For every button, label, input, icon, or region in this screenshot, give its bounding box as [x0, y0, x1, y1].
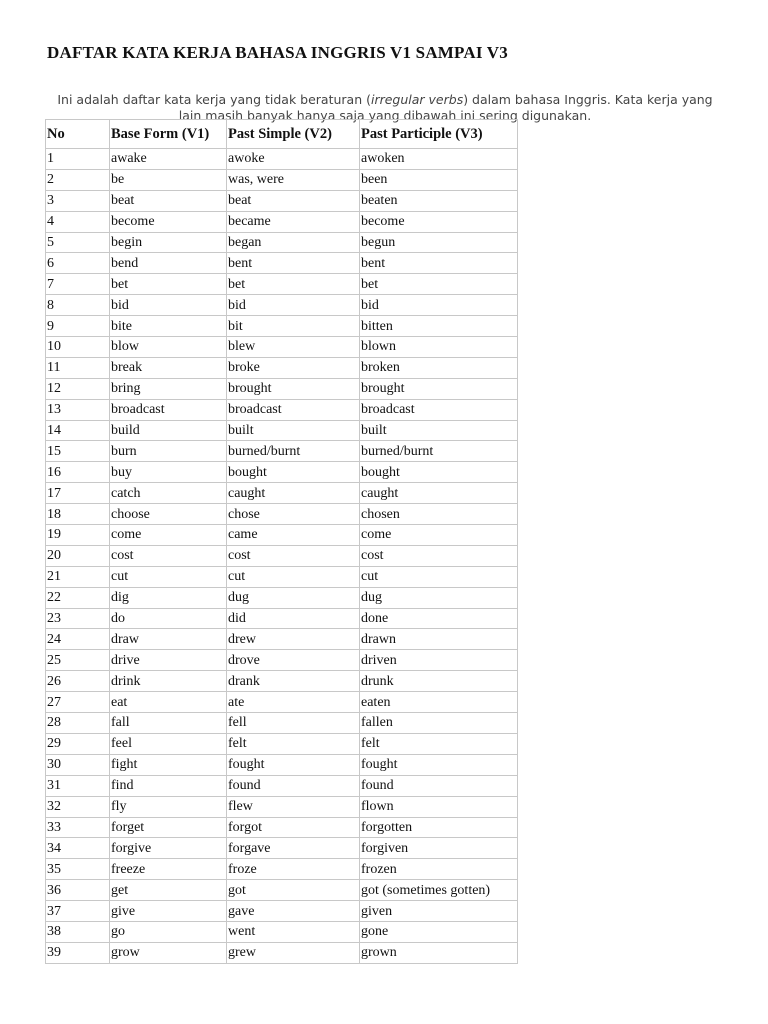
- table-row: [46, 232, 518, 253]
- cell-no: 5: [46, 232, 110, 253]
- cell-base-form: dig: [110, 587, 227, 608]
- cell-no: 21: [46, 566, 110, 587]
- cell-no: 23: [46, 608, 110, 629]
- cell-past-participle: become: [360, 211, 518, 232]
- cell-no: 6: [46, 253, 110, 274]
- cell-past-simple: chose: [227, 504, 360, 525]
- cell-past-participle: flown: [360, 796, 518, 817]
- cell-no: 35: [46, 859, 110, 880]
- cell-no: 38: [46, 921, 110, 942]
- table-row: [46, 462, 518, 483]
- cell-past-participle: fought: [360, 754, 518, 775]
- cell-base-form: get: [110, 880, 227, 901]
- cell-past-participle: gone: [360, 921, 518, 942]
- cell-past-participle: grown: [360, 942, 518, 963]
- cell-no: 16: [46, 462, 110, 483]
- cell-no: 33: [46, 817, 110, 838]
- cell-past-simple: awoke: [227, 149, 360, 170]
- cell-past-participle: begun: [360, 232, 518, 253]
- table-row: [46, 295, 518, 316]
- cell-base-form: build: [110, 420, 227, 441]
- page-title: DAFTAR KATA KERJA BAHASA INGGRIS V1 SAMPAI V3: [47, 43, 508, 62]
- cell-no: 12: [46, 378, 110, 399]
- cell-past-simple: fell: [227, 713, 360, 734]
- cell-base-form: blow: [110, 337, 227, 358]
- cell-base-form: choose: [110, 504, 227, 525]
- cell-base-form: be: [110, 169, 227, 190]
- cell-past-simple: caught: [227, 483, 360, 504]
- cell-no: 8: [46, 295, 110, 316]
- cell-past-simple: cut: [227, 566, 360, 587]
- cell-base-form: cost: [110, 545, 227, 566]
- intro-text-end: ) dalam bahasa Inggris. Kata kerja yang lain masih banyak hanya saja yang dibawah ini sering digunakan.: [178, 91, 713, 123]
- cell-past-participle: eaten: [360, 692, 518, 713]
- cell-base-form: forget: [110, 817, 227, 838]
- cell-past-simple: felt: [227, 733, 360, 754]
- cell-no: 4: [46, 211, 110, 232]
- table-row: [46, 525, 518, 546]
- cell-no: 1: [46, 149, 110, 170]
- cell-past-participle: drawn: [360, 629, 518, 650]
- cell-past-simple: got: [227, 880, 360, 901]
- intro-emphasis: irregular verbs: [370, 91, 464, 107]
- cell-past-simple: grew: [227, 942, 360, 963]
- cell-no: 2: [46, 169, 110, 190]
- cell-no: 13: [46, 399, 110, 420]
- cell-no: 15: [46, 441, 110, 462]
- cell-past-simple: gave: [227, 901, 360, 922]
- cell-no: 9: [46, 316, 110, 337]
- cell-base-form: fly: [110, 796, 227, 817]
- cell-no: 14: [46, 420, 110, 441]
- cell-past-participle: burned/burnt: [360, 441, 518, 462]
- cell-past-simple: froze: [227, 859, 360, 880]
- cell-past-participle: bet: [360, 274, 518, 295]
- table-row: [46, 733, 518, 754]
- cell-past-participle: fallen: [360, 713, 518, 734]
- cell-past-simple: bit: [227, 316, 360, 337]
- cell-no: 39: [46, 942, 110, 963]
- table-row: [46, 378, 518, 399]
- cell-base-form: burn: [110, 441, 227, 462]
- cell-no: 32: [46, 796, 110, 817]
- table-row: [46, 587, 518, 608]
- table-row: [46, 629, 518, 650]
- cell-base-form: eat: [110, 692, 227, 713]
- cell-no: 18: [46, 504, 110, 525]
- cell-base-form: forgive: [110, 838, 227, 859]
- cell-past-simple: blew: [227, 337, 360, 358]
- cell-past-participle: caught: [360, 483, 518, 504]
- intro-text-start: Ini adalah daftar kata kerja yang tidak beraturan (: [57, 91, 371, 107]
- cell-past-simple: beat: [227, 190, 360, 211]
- irregular-verbs-table: [45, 119, 518, 964]
- cell-base-form: bite: [110, 316, 227, 337]
- cell-no: 28: [46, 713, 110, 734]
- table-row: [46, 692, 518, 713]
- cell-no: 27: [46, 692, 110, 713]
- cell-base-form: cut: [110, 566, 227, 587]
- cell-past-participle: broken: [360, 357, 518, 378]
- cell-past-participle: found: [360, 775, 518, 796]
- cell-base-form: freeze: [110, 859, 227, 880]
- cell-base-form: draw: [110, 629, 227, 650]
- cell-past-simple: bet: [227, 274, 360, 295]
- cell-no: 11: [46, 357, 110, 378]
- cell-no: 17: [46, 483, 110, 504]
- cell-past-simple: burned/burnt: [227, 441, 360, 462]
- cell-past-simple: broadcast: [227, 399, 360, 420]
- cell-base-form: bend: [110, 253, 227, 274]
- cell-base-form: bet: [110, 274, 227, 295]
- cell-past-simple: was, were: [227, 169, 360, 190]
- cell-past-participle: brought: [360, 378, 518, 399]
- cell-base-form: break: [110, 357, 227, 378]
- cell-base-form: catch: [110, 483, 227, 504]
- cell-past-simple: brought: [227, 378, 360, 399]
- cell-past-participle: given: [360, 901, 518, 922]
- cell-past-simple: dug: [227, 587, 360, 608]
- cell-base-form: broadcast: [110, 399, 227, 420]
- cell-base-form: drink: [110, 671, 227, 692]
- cell-past-simple: came: [227, 525, 360, 546]
- cell-past-simple: did: [227, 608, 360, 629]
- table-row: [46, 211, 518, 232]
- cell-past-simple: bid: [227, 295, 360, 316]
- table-row: [46, 796, 518, 817]
- cell-past-participle: frozen: [360, 859, 518, 880]
- cell-past-simple: cost: [227, 545, 360, 566]
- header-past-participle: Past Participle (V3): [360, 120, 518, 149]
- table-row: [46, 274, 518, 295]
- table-row: [46, 671, 518, 692]
- cell-past-participle: beaten: [360, 190, 518, 211]
- cell-base-form: fight: [110, 754, 227, 775]
- cell-base-form: drive: [110, 650, 227, 671]
- table-row: [46, 880, 518, 901]
- cell-past-participle: been: [360, 169, 518, 190]
- cell-base-form: do: [110, 608, 227, 629]
- cell-past-simple: fought: [227, 754, 360, 775]
- cell-no: 24: [46, 629, 110, 650]
- table-row: [46, 859, 518, 880]
- cell-no: 20: [46, 545, 110, 566]
- table-row: [46, 545, 518, 566]
- table-row: [46, 316, 518, 337]
- cell-past-participle: dug: [360, 587, 518, 608]
- table-row: [46, 608, 518, 629]
- cell-past-participle: bought: [360, 462, 518, 483]
- cell-past-simple: drank: [227, 671, 360, 692]
- cell-past-simple: began: [227, 232, 360, 253]
- cell-past-participle: broadcast: [360, 399, 518, 420]
- table-row: [46, 504, 518, 525]
- cell-past-simple: forgave: [227, 838, 360, 859]
- table-row: [46, 399, 518, 420]
- table-row: [46, 253, 518, 274]
- table-body: [46, 149, 518, 964]
- header-no: No: [46, 120, 110, 149]
- cell-past-participle: got (sometimes gotten): [360, 880, 518, 901]
- cell-no: 34: [46, 838, 110, 859]
- header-base-form: Base Form (V1): [110, 120, 227, 149]
- cell-past-participle: blown: [360, 337, 518, 358]
- cell-base-form: buy: [110, 462, 227, 483]
- cell-past-simple: bent: [227, 253, 360, 274]
- cell-past-simple: forgot: [227, 817, 360, 838]
- cell-base-form: find: [110, 775, 227, 796]
- cell-past-participle: bent: [360, 253, 518, 274]
- cell-no: 36: [46, 880, 110, 901]
- cell-past-simple: built: [227, 420, 360, 441]
- cell-no: 30: [46, 754, 110, 775]
- cell-no: 26: [46, 671, 110, 692]
- cell-past-simple: went: [227, 921, 360, 942]
- cell-past-simple: flew: [227, 796, 360, 817]
- cell-base-form: come: [110, 525, 227, 546]
- cell-past-participle: bitten: [360, 316, 518, 337]
- cell-past-participle: forgiven: [360, 838, 518, 859]
- cell-past-simple: became: [227, 211, 360, 232]
- cell-no: 29: [46, 733, 110, 754]
- cell-base-form: awake: [110, 149, 227, 170]
- header-past-simple: Past Simple (V2): [227, 120, 360, 149]
- table-row: [46, 817, 518, 838]
- table-row: [46, 149, 518, 170]
- cell-past-participle: built: [360, 420, 518, 441]
- cell-past-simple: drove: [227, 650, 360, 671]
- cell-no: 19: [46, 525, 110, 546]
- table-row: [46, 337, 518, 358]
- cell-base-form: give: [110, 901, 227, 922]
- table-row: [46, 754, 518, 775]
- table-row: [46, 901, 518, 922]
- cell-past-participle: driven: [360, 650, 518, 671]
- table-row: [46, 713, 518, 734]
- cell-no: 25: [46, 650, 110, 671]
- cell-no: 31: [46, 775, 110, 796]
- table-row: [46, 169, 518, 190]
- table-row: [46, 775, 518, 796]
- table-row: [46, 190, 518, 211]
- cell-past-participle: awoken: [360, 149, 518, 170]
- table-row: [46, 942, 518, 963]
- table-row: [46, 566, 518, 587]
- table-header-row: [46, 120, 518, 149]
- cell-past-participle: drunk: [360, 671, 518, 692]
- cell-past-participle: forgotten: [360, 817, 518, 838]
- cell-no: 3: [46, 190, 110, 211]
- cell-base-form: bring: [110, 378, 227, 399]
- cell-past-simple: bought: [227, 462, 360, 483]
- cell-past-simple: drew: [227, 629, 360, 650]
- cell-past-participle: felt: [360, 733, 518, 754]
- cell-no: 37: [46, 901, 110, 922]
- cell-base-form: feel: [110, 733, 227, 754]
- cell-base-form: go: [110, 921, 227, 942]
- cell-past-simple: broke: [227, 357, 360, 378]
- cell-no: 7: [46, 274, 110, 295]
- cell-no: 10: [46, 337, 110, 358]
- cell-base-form: fall: [110, 713, 227, 734]
- table-row: [46, 420, 518, 441]
- cell-past-participle: chosen: [360, 504, 518, 525]
- cell-no: 22: [46, 587, 110, 608]
- table-row: [46, 357, 518, 378]
- cell-past-participle: bid: [360, 295, 518, 316]
- cell-base-form: grow: [110, 942, 227, 963]
- cell-past-simple: found: [227, 775, 360, 796]
- table-row: [46, 483, 518, 504]
- table-row: [46, 441, 518, 462]
- cell-base-form: beat: [110, 190, 227, 211]
- table-row: [46, 838, 518, 859]
- cell-past-participle: come: [360, 525, 518, 546]
- cell-base-form: become: [110, 211, 227, 232]
- table-header: [46, 120, 518, 149]
- cell-past-participle: cut: [360, 566, 518, 587]
- cell-past-simple: ate: [227, 692, 360, 713]
- cell-base-form: bid: [110, 295, 227, 316]
- table-row: [46, 921, 518, 942]
- cell-base-form: begin: [110, 232, 227, 253]
- table-row: [46, 650, 518, 671]
- cell-past-participle: cost: [360, 545, 518, 566]
- cell-past-participle: done: [360, 608, 518, 629]
